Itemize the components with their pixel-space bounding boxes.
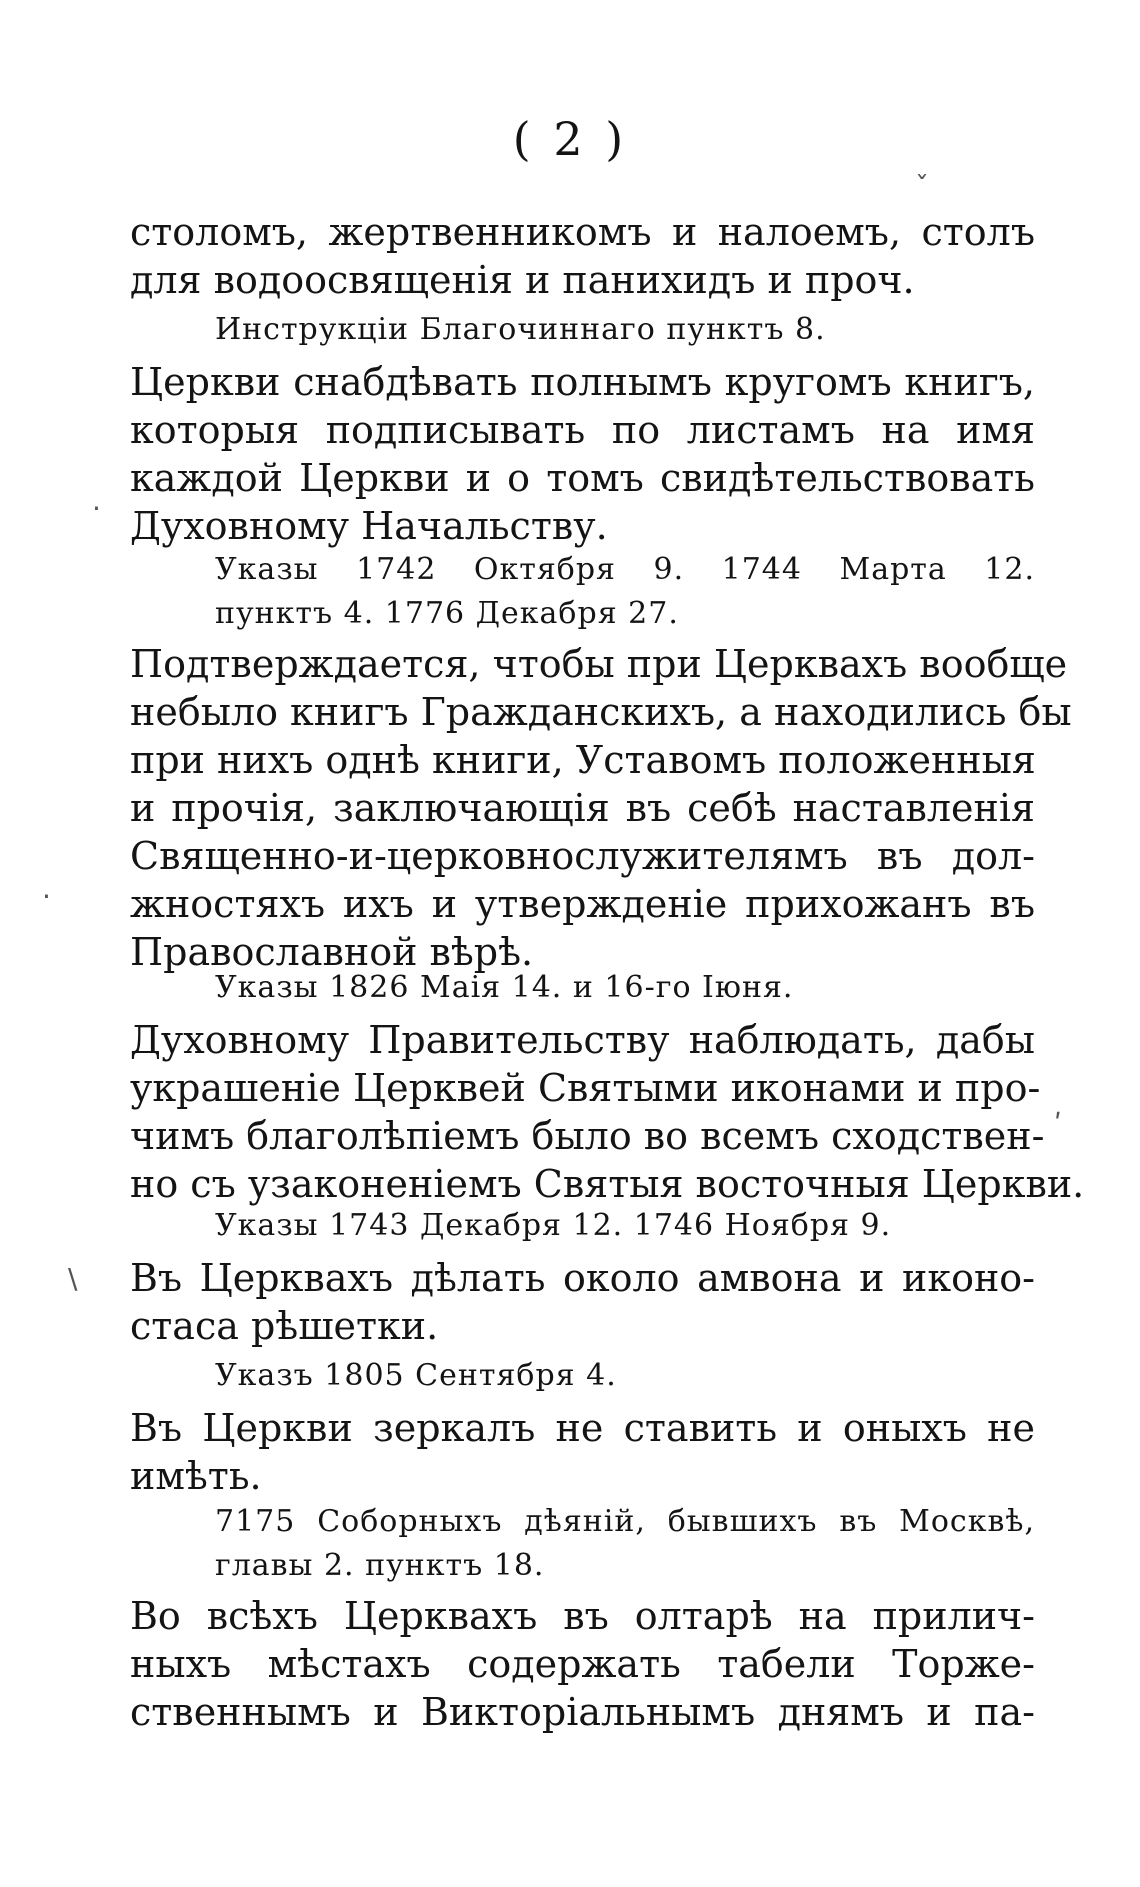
paragraph — [130, 640, 1072, 976]
text-line: чимъ благолѣпіемъ было во всемъ сходствен- — [130, 1114, 1045, 1158]
text-line: Въ Церкви зеркалъ не ставить и оныхъ не — [130, 1406, 1035, 1450]
text-line: Духовному Начальству. — [130, 504, 608, 548]
text-line: имѣть. — [130, 1454, 262, 1498]
print-speck: \ — [68, 1262, 78, 1295]
print-speck: ʹ — [1054, 1108, 1062, 1141]
reference-note — [215, 548, 1035, 636]
paragraph — [130, 1404, 1035, 1500]
paragraph — [130, 1254, 1035, 1350]
text-line: и прочія, заключающія въ себѣ наставленія — [130, 786, 1035, 830]
text-line: ственнымъ и Викторіальнымъ днямъ и па- — [130, 1690, 1035, 1734]
reference-line: пунктъ 4. 1776 Декабря 27. — [215, 596, 679, 631]
paragraph — [130, 1592, 1035, 1736]
reference-note — [215, 1354, 1035, 1398]
reference-line: Указы 1826 Маія 14. и 16-го Іюня. — [215, 970, 794, 1005]
page-number: ( 2 ) — [512, 112, 628, 166]
text-line: Православной вѣрѣ. — [130, 930, 534, 974]
reference-note — [215, 966, 1035, 1010]
text-line: Церкви снабдѣвать полнымъ кругомъ книгъ, — [130, 360, 1035, 404]
reference-line: Указы 1742 Октября 9. 1744 Марта 12. — [215, 552, 1035, 587]
print-speck: · — [92, 492, 101, 525]
text-line: столомъ, жертвенникомъ и налоемъ, столъ — [130, 210, 1035, 254]
paragraph — [130, 358, 1035, 550]
reference-line: Указъ 1805 Сентября 4. — [215, 1358, 617, 1393]
text-line: Во всѣхъ Церквахъ въ олтарѣ на прилич- — [130, 1594, 1035, 1638]
text-line: жностяхъ ихъ и утвержденіе прихожанъ въ — [130, 882, 1035, 926]
print-speck: · — [42, 880, 51, 913]
paragraph — [130, 208, 1035, 304]
reference-line: Инструкціи Благочиннаго пунктъ 8. — [215, 312, 826, 347]
text-line: при нихъ однѣ книги, Уставомъ положенныя — [130, 738, 1036, 782]
paragraph — [130, 1016, 1085, 1208]
text-line: Въ Церквахъ дѣлать около амвона и иконо- — [130, 1256, 1035, 1300]
text-line: для водоосвященія и панихидъ и проч. — [130, 258, 915, 302]
reference-line: Указы 1743 Декабря 12. 1746 Ноября 9. — [215, 1208, 892, 1243]
text-line: Духовному Правительству наблюдать, дабы — [130, 1018, 1035, 1062]
text-line: Священно-и-церковнослужителямъ въ дол- — [130, 834, 1035, 878]
text-line: небыло книгъ Гражданскихъ, а находились бы — [130, 690, 1072, 734]
text-line: которыя подписывать по листамъ на имя — [130, 408, 1035, 452]
text-line: стаса рѣшетки. — [130, 1304, 439, 1348]
reference-line: главы 2. пунктъ 18. — [215, 1548, 545, 1583]
text-line: украшеніе Церквей Святыми иконами и про- — [130, 1066, 1041, 1110]
print-speck: ˇ — [915, 170, 929, 203]
reference-note — [215, 1204, 1035, 1248]
reference-note — [215, 1500, 1035, 1588]
reference-note — [215, 308, 1035, 352]
text-line: ныхъ мѣстахъ содержать табели Торже- — [130, 1642, 1035, 1686]
text-line: но съ узаконеніемъ Святыя восточныя Церкви. — [130, 1162, 1085, 1206]
reference-line: 7175 Соборныхъ дѣяній, бывшихъ въ Москвѣ, — [215, 1504, 1035, 1539]
text-line: Подтверждается, чтобы при Церквахъ вообще — [130, 642, 1068, 686]
text-line: каждой Церкви и о томъ свидѣтельствовать — [130, 456, 1035, 500]
